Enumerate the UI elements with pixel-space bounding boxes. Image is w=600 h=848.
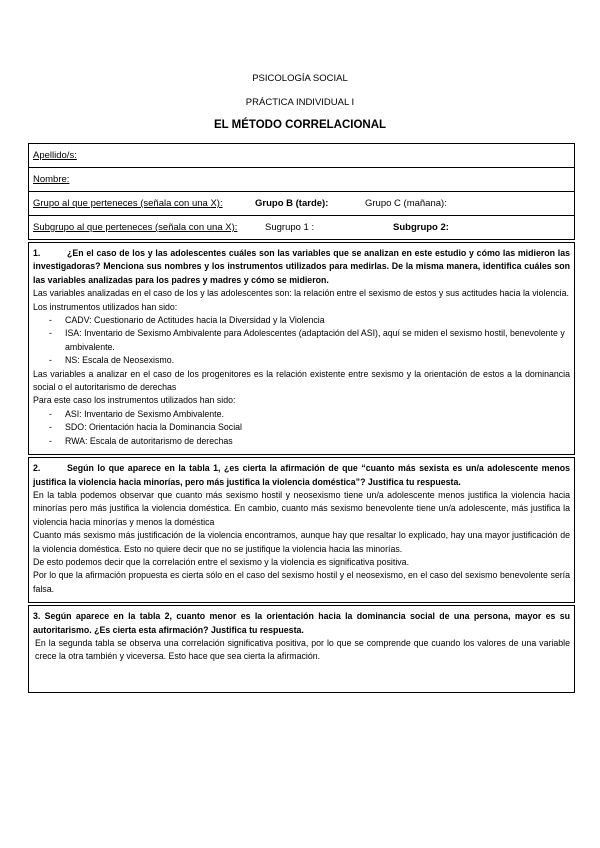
- name-row[interactable]: [28, 168, 575, 192]
- subject-heading: PSICOLOGÍA SOCIAL: [252, 73, 348, 84]
- question-1-block: [28, 242, 575, 455]
- answer-2-paragraph: En la tabla podemos observar que cuanto más sexismo hostil y neosexismo tiene un/a adolescente menos justifica la violencia hacia minorías pero más justifica la violencia doméstica. En cambio, cuanto más sexismo benevolente tiene un/a adolescente, más justifica la violencia hacia minorías y menos la doméstica: [33, 489, 570, 527]
- list-item: - RWA: Escala de autoritarismo de derechas: [49, 435, 233, 446]
- question-1-text: ¿En el caso de los y las adolescentes cuáles son las variables que se analizan en este estudio y cómo las midieron las investigadoras? Menciona sus nombres y los instrumentos utilizados para medirlas. De la misma manera, identifica cuáles son las variables analizadas para los padres y madres y cómo se midieron.: [33, 248, 570, 285]
- list-item: - ISA: Inventario de Sexismo Ambivalente para Adolescentes (adaptación del ASI), aquí se miden el sexismo hostil, benevolente y ambivalente.: [49, 328, 565, 352]
- question-3-text: 3. Según aparece en la tabla 2, cuanto menor es la orientación hacia la dominancia social de una persona, mayor es su autoritarismo. ¿Es cierta esta afirmación? Justifica tu respuesta.: [33, 611, 570, 635]
- instruments-list-parents: [33, 408, 570, 448]
- answer-2-paragraph: Por lo que la afirmación propuesta es cierta sólo en el caso del sexismo hostil y el neosexismo, en el caso del sexismo benevolente sería falsa.: [33, 570, 570, 594]
- question-3-block: [28, 605, 575, 693]
- subgroup-label: Subgrupo al que perteneces (señala con una X):: [33, 222, 238, 233]
- answer-3-paragraph: En la segunda tabla se observa una correlación significativa positiva, por lo que se comprende que cuando los valores de una variable crece la otra también y viceversa. Esto hace que sea cierta la afirmación.: [35, 637, 570, 662]
- subgroup-2-option[interactable]: Subgrupo 2:: [393, 222, 449, 233]
- answer-1-paragraph: Para este caso los instrumentos utilizados han sido:: [33, 395, 236, 406]
- assignment-form: [28, 143, 575, 693]
- group-b-option[interactable]: Grupo B (tarde):: [255, 198, 329, 209]
- list-item: - CADV: Cuestionario de Actitudes hacia la Diversidad y la Violencia: [49, 315, 325, 326]
- answer-1-paragraph: Los instrumentos utilizados han sido:: [33, 301, 178, 312]
- question-1-number: 1.: [33, 248, 41, 258]
- subgroup-row: [28, 216, 575, 240]
- list-item: - NS: Escala de Neosexismo.: [49, 355, 175, 366]
- group-row: [28, 192, 575, 216]
- subgroup-1-option[interactable]: Sugrupo 1 :: [265, 222, 315, 233]
- list-item: - ASI: Inventario de Sexismo Ambivalente.: [49, 408, 224, 419]
- surname-label: Apellido/s:: [33, 150, 77, 161]
- answer-1-paragraph: Las variables analizadas en el caso de los y las adolescentes son: la relación entre el sexismo de estos y sus actitudes hacia la violencia.: [33, 288, 569, 299]
- group-label: Grupo al que perteneces (señala con una X):: [33, 198, 223, 209]
- page-title: EL MÉTODO CORRELACIONAL: [213, 119, 387, 131]
- answer-1-paragraph: Las variables a analizar en el caso de los progenitores es la relación existente entre sexismo y la orientación de estos a la dominancia social o el autoritarismo de derechas: [33, 368, 570, 393]
- list-item: - SDO: Orientación hacia la Dominancia Social: [49, 422, 242, 433]
- answer-2-paragraph: De esto podemos decir que la correlación entre el sexismo y la violencia es significativa positiva.: [33, 556, 410, 567]
- question-2-number: 2.: [33, 463, 41, 474]
- instruments-list-adolescents: [33, 314, 570, 368]
- name-label: Nombre:: [33, 174, 70, 185]
- group-c-option[interactable]: Grupo C (mañana):: [365, 198, 447, 209]
- answer-2-paragraph: Cuanto más sexismo más justificación de la violencia encontramos, aunque hay que resaltar lo explicado, hay una mayor justificación de la violencia doméstica. Esto no quiere decir que no se justifique la violencia hacia las minorías.: [33, 530, 570, 554]
- question-2-text: Según lo que aparece en la tabla 1, ¿es cierta la afirmación de que “cuanto más sexista es un/a adolescente menos justifica la violencia hacia minorías, pero más justifica la violencia doméstica”? Justifica tu respuesta.: [33, 463, 570, 487]
- question-2: [33, 462, 570, 489]
- practice-heading: PRÁCTICA INDIVIDUAL I: [245, 97, 355, 108]
- question-2-block: [28, 457, 575, 603]
- question-1: [33, 247, 570, 287]
- surname-row[interactable]: [28, 144, 575, 168]
